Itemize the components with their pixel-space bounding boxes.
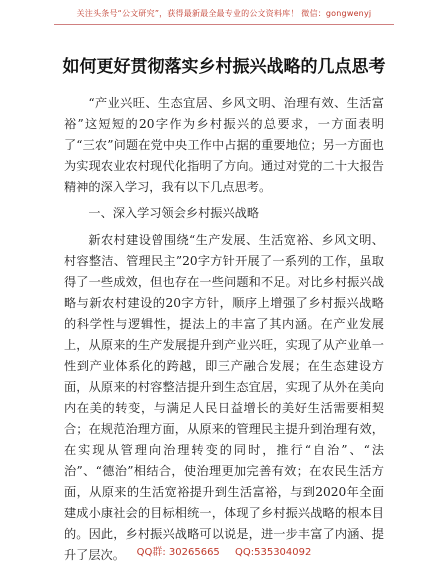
- header-divider: [54, 24, 394, 25]
- footer-qq-group: QQ群: 30265665: [136, 547, 220, 558]
- section-paragraph: 新农村建设曾围绕“生产发展、生活宽裕、乡风文明、村容整洁、管理民主”20字方针开展了一系列的工作，虽取得了一些成效，但也存在一些问题和不足。对比乡村振兴战略与新农村建设的20字方针，顺序上增强了乡村振兴战略的科学性与逻辑性，提法上的丰富了其内涵。在产业发展上，从原来的生产发展提升到产业兴旺，实现了从产业单一性到产业体系化的跨越，即三产融合发展；在生态建设方面，从原来的村容整洁提升到生态宜居，实现了从外在美向内在美的转变，与满足人民日益增长的美好生活需要相契合；在规范治理方面，从原来的管理民主提升到治理有效，在实现从管理向治理转变的同时，推行“自治”、“法治”、“德治”相结合，使治理更加完善有效；在农民生活方面，从原来的生活宽裕提升到生活富裕，与到2020年全面建成小康社会的目标相统一，体现了乡村振兴战略的根本目的。因此，乡村振兴战略可以说是，进一步丰富了内涵、提升了层次。: [64, 233, 384, 562]
- header-promo-note: 关注头条号“公文研究”，获得最新最全最专业的公文资料库！ 微信：gongwenyj: [76, 9, 372, 18]
- intro-paragraph: “产业兴旺、生态宜居、乡风文明、治理有效、生活富裕”这短短的20字作为乡村振兴的总要求，一方面表明了“三农”问题在党中央工作中占据的重要地位；另一方面也为实现农业农村现代化指明了方向。通过对党的二十大报告精神的深入学习，我有以下几点思考。: [64, 96, 384, 194]
- footer-contact: [0, 543, 448, 558]
- section-heading: 一、深入学习领会乡村振兴战略: [88, 206, 260, 220]
- document-title: 如何更好贯彻落实乡村振兴战略的几点思考: [62, 57, 386, 77]
- document-body: [64, 93, 384, 566]
- footer-qq: QQ:535304092: [235, 547, 312, 558]
